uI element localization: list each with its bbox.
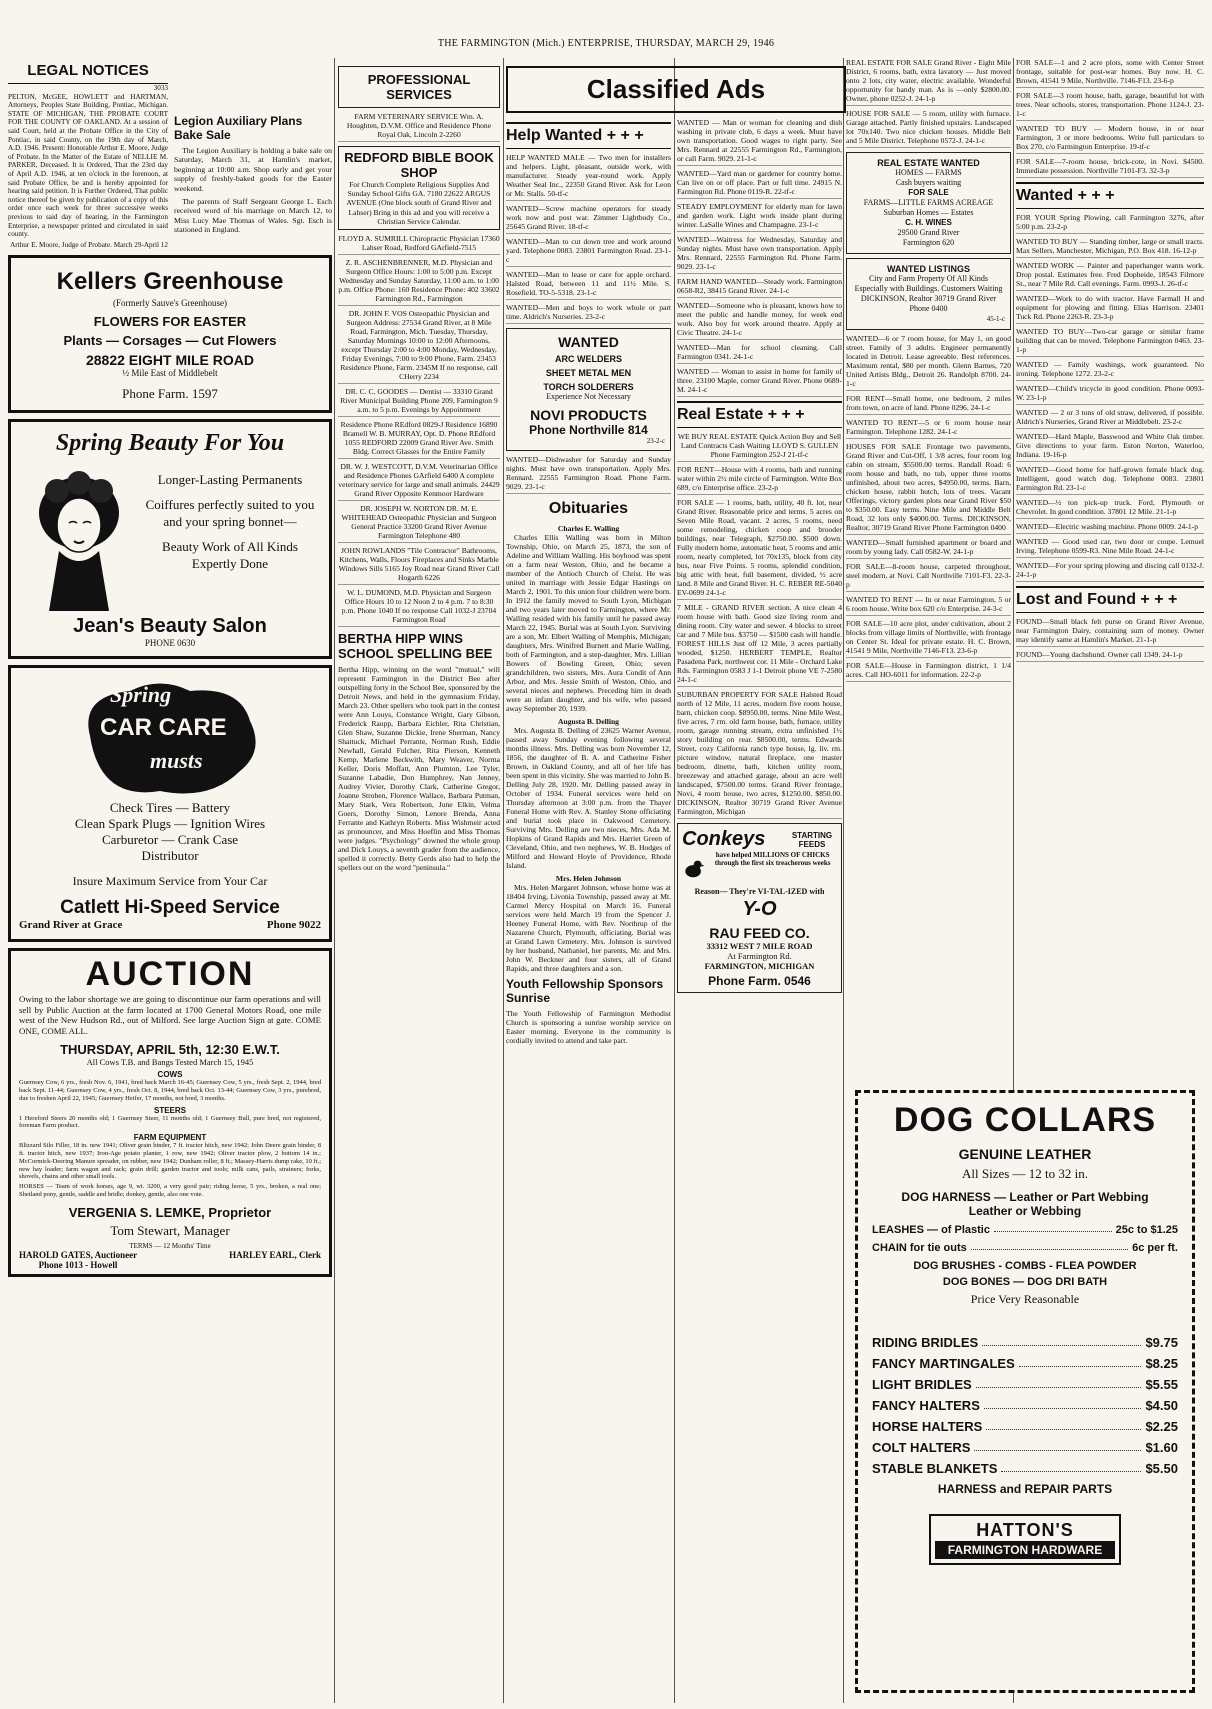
col6-wanted: WANTED TO BUY—Two-car garage or similar frame building that can be moved. Telephone Farmington 0463. 23-1-p [1016,327,1204,357]
johnson-body: Mrs. Helen Margaret Johnson, whose home was at 18404 Irving, Livonia Township, passed away at Mt. Carmel Mercy Hospital on March 16. Funeral services were held March 19 from the Spencer J. Heeney Funeral Home, with Rev. Northrup of the Nazarene Church, Plymouth, officiating. Burial was at Grand Lawn Cemetery. Mrs. Johnson is survived by her husband, Nathaniel, her parents, Mr. and Mrs. John W. Beckner and four sisters, all of Grand Rapids, and three daughters and a son. [506,883,671,973]
col5-ad: WANTED—6 or 7 room house, for May 1, on good street. Family of 3 adults. Engineer permanently located in Detroit. Lease agreeable. Best references. Maximum rental, $80 per month. Glenn Barnes, 720 United Artists Bldg., Detroit 26. Randolph 8700. 24-1-c [846,334,1011,391]
rew-line-5: Suburban Homes — Estates [883,208,974,217]
bible-shop-title: REDFORD BIBLE BOOK SHOP [344,150,494,180]
novi-tag: 23-2-c [646,437,665,445]
rew-title: REAL ESTATE WANTED [877,158,980,168]
conkeys-name: Conkeys [682,828,766,850]
tack-item-name: LIGHT BRIDLES [872,1377,972,1392]
catlett-musts: musts [150,748,203,774]
novi-line-3: TORCH SOLDERERS [543,382,634,392]
murray-card: Residence Phone REdford 0829-J Residence 16890 Bramell W. B. MURRAY, Opt. D. Phone REdford 1055 REDFORD 22009 Grand River Ave. Smith Bldg. Correct Glasses for the Entire Family [338,420,500,459]
dog-harness-2: Leather or Webbing [968,1204,1082,1218]
hattons-logo [929,1514,1121,1565]
col5-ad: FOR SALE—House in Farmington district, 1 1/4 acres. Call HO-6011 for information. 22-2-p [846,661,1011,682]
lost-found-heading: Lost and Found + + + [1016,586,1204,613]
col6-ad: FOR SALE—7-room house, brick-cote, in Novi. $4500. Immediate possession. Northville 7101-F3. 32-3-p [1016,157,1204,178]
col4-ad: WANTED—Yard man or gardener for country home. Can live on or off place. Part or full time. 24915 N. Farmington Rd. Phone 0119-R. 22-tf-c [677,169,842,199]
kellers-near: ½ Mile East of Middlebelt [122,368,218,379]
wanted-listings-box [846,258,1011,330]
help-ad: HELP WANTED MALE — Two men for installers and helpers. Light, pleasant, outside work, with manufacturer. Steady year-round work. Apply Weather Seal Inc., 22350 Grand River. Ask for Leon or Mr. Stalls. 50-tf-c [506,153,671,201]
kellers-address: 28822 EIGHT MILE ROAD [85,352,255,369]
novi-phone: Phone Northville 814 [529,423,648,437]
col4-ad: WANTED — Woman to assist in home for family of three. 23100 Maple, corner Grand River. Phone 0689-M. 24-1-c [677,367,842,397]
dog-brushes: DOG BRUSHES - COMBS - FLEA POWDER [913,1260,1137,1272]
professional-title: PROFESSIONAL SERVICES [338,66,500,108]
novi-line-4: Experience Not Necessary [546,392,631,401]
help-ads-list [506,153,671,324]
col5-ad: REAL ESTATE FOR SALE Grand River - Eight Mile District, 6 rooms, bath, extra lavatory — Just moved onto 2 lots, city water, electric available. Wonderful opportunity for handy man. As is —only $2800.00. Owner, phone 0252-J. 24-1-p [846,58,1011,106]
westcott-card: DR. W. J. WESTCOTT, D.V.M. Veterinarian Office and Residence Phones GArfield 6400 A complete veterinary service for large and small animals. 24429 Grand River Opposite Kenmoor Hardware [338,462,500,501]
auction-ad [8,948,332,1277]
tack-price-row [872,1440,1178,1455]
col4-real-estate: FOR RENT—House with 4 rooms, bath and running water within 2½ mile circle of Farmington. Write Box 689, c/o Enterprise office. 23-2-p [677,465,842,495]
rew-line-4: FARMS—LITTLE FARMS ACREAGE [863,198,994,207]
rau-phone: Phone Farm. 0546 [708,974,811,988]
tack-price-row [872,1335,1178,1350]
tack-price-list [872,1335,1178,1476]
hattons-hardware: FARMINGTON HARDWARE [935,1541,1115,1559]
col4-ad: STEADY EMPLOYMENT for elderly man for lawn and garden work. Light work inside plant during winter. LaSalle Wines and Champagne. 23-1-c [677,202,842,232]
tack-item-price: $9.75 [1145,1335,1178,1350]
col4-ad: WANTED—Someone who is pleasant, knows how to meet the public and handle money, for week end work. Also boy for work around theatre. Apply at Civic Theatre. 24-1-c [677,301,842,340]
catlett-line-1: Check Tires — Battery [109,800,231,816]
rau-name: RAU FEED CO. [709,925,810,941]
help-ad: WANTED—Man to cut down tree and work around yard. Telephone 0083. 23801 Farmington Road. 23-1-c [506,237,671,267]
tack-price-row [872,1419,1178,1434]
legion-article [174,58,332,249]
column-4 [677,118,842,1703]
col4-real-estate: 7 MILE - GRAND RIVER section. A nice clean 4 room house with bath. Good size living room and dining room. City water and sewer. 4 blocks to street car and 7 Mile bus. $3750 — $1500 cash will handle. FOREST HILLS Just off 12 Mile, 3 acres partially wooded, $1250. HERBERT TEMPLE, Realtor Pasadena Park, northwest cor. 11 Mile - Orchard Lake Rds. Farmington 0583 J 1-1 Detroit phone VE 7-2580 24-1-c [677,603,842,687]
classified-banner-text: Classified Ads [586,74,766,104]
jeans-line-2: Coiffures perfectly suited to you and your spring bonnet— [145,497,315,530]
dog-bones: DOG BONES — DOG DRI BATH [942,1276,1108,1288]
col4-real-estate: SUBURBAN PROPERTY FOR SALE Halsted Road north of 12 Mile, 11 acres, modern five room house, barn, chicken coop. $8950.00, terms. Nine Mile West, five acres, 7 rm. old farm house, bath, furnace, utility room, garage running stream, extra unfinished 1½ story building on rear. $8500.00, terms. Edwards Street, cozy California ranch type house, lg. liv. rm. picture window, natural fireplace, one master bedroom, dinette, bath, kitchen utility room, breezeway and attached garage, about an acre well landscaped, $7500.00 terms. Grand River frontage, Novi, 4 room house, two acres, $1250.00. $850.00. DICKINSON, Realtor 30719 Grand River Avenue Farmington, Michigan [677,690,842,819]
walling-body: Charles Ellis Walling was born in Milton Township, Ohio, on March 25, 1873, the son of Adeline and William Walling. His boyhood was spent on a farm near Weston, Ohio, and he became a member of the Antioch Church of Christ. He was united in marriage with Jessie Edgar Hastings on March 2, 1901. To this union four children were born. In 1912 the family moved to South Lyon, Michigan and two years later moved to Farmington, where Mr. Walling resided with his family until he passed away March 22, 1945. Burial was at South Lyon. Surviving are a son, Mr. Elbert Walling of Memphis, Michigan; daughters, Mrs. Winifred Burnett and Marie Walling, both of Farmington, and a step-daughter, Mrs. Lillian Bowers of Bowling Green, Ohio; seven grandchildren, two sisters, Mrs. Aura Condit of Ann Arbor, and Mrs. Jessie Smith of Weston, Ohio, and several nieces and nephews. Preceding him in death were an infant daughter, and his wife, who passed away September 20, 1939. [506,533,671,713]
chain-row [872,1242,1178,1254]
help-ad: WANTED—Men and boys to work whole or part time. Aldrich's Nurseries. 23-2-c [506,303,671,324]
col5-ad: WANTED TO RENT — In or near Farmington, 5 or 6 room house. Write box 620 c/o Enterprise. 24-3-c [846,595,1011,616]
tack-price-row [872,1461,1178,1476]
kellers-formerly: (Formerly Sauve's Greenhouse) [112,298,228,309]
rew-line-6: C. H. WINES [905,218,952,227]
delling-heading: Augusta B. Delling [558,717,619,726]
youth-title: Youth Fellowship Sponsors Sunrise [506,977,664,1005]
classified-title [506,66,846,113]
col6-wanted: WANTED TO BUY — Standing timber, large or small tracts. Max Sellers, Manchester, Michigan, P.O. Box 418. 16-12-p [1016,237,1204,258]
column-3 [506,118,671,1703]
catlett-line-2: Clean Spark Plugs — Ignition Wires [74,816,266,832]
rau-address: 33312 WEST 7 MILE ROAD [706,941,813,951]
auction-tested: All Cows T.B. and Bangs Tested March 15, 1945 [86,1057,254,1068]
auction-equipment-heading: FARM EQUIPMENT [133,1133,207,1143]
hattons-name: HATTON'S [976,1520,1074,1540]
dog-reasonable: Price Very Reasonable [970,1292,1080,1306]
dumond-card: W. L. DUMOND, M.D. Physician and Surgeon Office Hours 10 to 12 Noon 2 to 4 p.m. 7 to 8:30 p.m. Phone 1040 If no response Call 1032-J 23704 Farmington Road [338,588,500,627]
chick-icon [682,851,704,887]
conkeys-ad [677,823,842,993]
auction-proprietor: VERGENIA S. LEMKE, Proprietor [68,1204,272,1220]
legal-number: 3033 [153,84,168,92]
catlett-line-3: Carburetor — Crank Case [101,832,239,848]
col6-wanted: WANTED—Hard Maple, Basswood and White Oak timber. Give directions to your farm. Eston Norton, Waterloo, Indiana. 19-16-p [1016,432,1204,462]
rew-line-2: Cash buyers waiting [895,178,962,187]
novi-wanted: WANTED [558,334,619,350]
catlett-location: Grand River at Grace [19,919,123,932]
tack-item-price: $4.50 [1145,1398,1178,1413]
tack-item-name: FANCY HALTERS [872,1398,980,1413]
kellers-name: Kellers Greenhouse [56,268,284,296]
auction-steers-heading: STEERS [153,1105,186,1115]
col4-real-estate: WE BUY REAL ESTATE Quick Action Buy and Sell Land Contracts Cash Waiting LLOYD S. GULLEN Phone Farmington 252-J 21-tf-c [677,432,842,462]
auction-terms: TERMS — 12 Months' Time [129,1241,211,1250]
column-2 [338,58,500,1703]
listings-body: City and Farm Property Of All Kinds Especially with Buildings. Customers Waiting DICKINSON, Realtor 30719 Grand River Phone 0400 [854,274,1003,313]
auction-cows-heading: COWS [157,1070,183,1080]
col6-wanted: WANTED — Family washings, work guaranteed. No ironing. Telephone 1272. 23-2-c [1016,360,1204,381]
legion-body: The Legion Auxiliary is holding a bake sale on Saturday, March 31, at Hamlin's market, beginning at 10:00 a.m. Shop early and get your supply of freshly-baked goods for the Easter weekend. [174,146,332,193]
col4-ad: WANTED—Man for school cleaning. Call Farmington 0341. 24-1-c [677,343,842,364]
catlett-ad [8,665,332,942]
catlett-name: Catlett Hi-Speed Service [60,897,280,919]
col6-wanted: WANTED—Child's tricycle in good condition. Phone 0093-W. 23-1-p [1016,384,1204,405]
delling-body: Mrs. Augusta B. Delling of 23625 Warner Avenue, passed away Sunday evening following several months illness. Mrs. Delling was born November 12, 1856, the daughter of B. A. and Catherine Fisher Brown, in Oakland County, and all of her life has been spent in this vicinity. She was married to John B. Delling July 28, 1920. Mr. Delling passed away in October of 1934. Funeral services were held on Thursday afternoon at 3:00 p.m. from the Thayer Funeral Home with Rev. A. Stanley Stone officiating and burial took place in Oakwood Cemetery. Surviving Mrs. Delling are two nieces, Mrs. Ada M. Hopkins of Grand Rapids and Mrs. Harriet Green of Cleveland, Ohio, and two nephews, W. B. Hodges of Milford and Howard Hoyle of Providence, Rhode Island. [506,726,671,870]
catlett-carcare: CAR CARE [100,714,227,742]
auction-cows: Guernsey Cow, 6 yrs., fresh Nov. 6, 1941, bred back March 16-45; Guernsey Cow, 5 yrs., fresh Sept. 2, 1944, bred back Sept. 11-44; Guernsey Cow, 4 yrs., fresh Oct. 8, 1944, bred back Oct. 13-44; Guernsey Cow, 3 yrs., purebred, due to freshen April 22, 1945; Guernsey Heifer, 17 months, not bred, 3 months. [19,1079,321,1102]
auction-auctioneer-phone: Phone 1013 - Howell [38,1259,118,1270]
auction-horses: HORSES — Team of work horses, age 9, wt. 3200, a very good pair; riding horse, 5 yrs., broken, a real one; Shetland pony, gentle, saddle and bridle; donkey, gentle, also one vote. [19,1183,321,1199]
catlett-spring: Spring [110,682,172,708]
kellers-items: Plants — Corsages — Cut Flowers [63,333,277,349]
col6-wanted: WANTED—Good home for half-grown female black dog. Intelligent, good watch dog. Telephone 0083. 23801 Farmington Rd. 23-1-c [1016,465,1204,495]
real-estate-heading: Real Estate + + + [677,401,842,428]
conkeys-reason: Reason— They're VI-TAL-IZED with [694,887,825,896]
tack-price-row [872,1398,1178,1413]
jeans-ad [8,419,332,659]
dog-sub-1: GENUINE LEATHER [958,1146,1092,1162]
tack-item-name: HORSE HALTERS [872,1419,983,1434]
conkeys-yo: Y-O [742,898,777,920]
listings-title: WANTED LISTINGS [887,264,970,274]
legal-body: PELTON, McGEE, HOWLETT and HARTMAN, Attorneys, Peoples State Building, Pontiac, Michigan. STATE OF MICHIGAN, THE PROBATE COURT FOR THE COUNTY OF OAKLAND. At a session of said Court, held at the Probate Office in the City of Pontiac, in said County, on the 19th day of March, A.D. 1946. Present: Honorable Arthur E. Moore, Judge of Probate. In the Matter of the Estate of NELLIE M. PARKER, Deceased. It is Ordered, That the 23rd day of April A.D. 1946, at ten o'clock in the forenoon, at said Probate Office, be and is hereby appointed for hearing said petition. It is Further Ordered, That public notice thereof be given by publication of a copy of this order once each week for three successive weeks previous to said day of hearing, in the Farmington Enterprise, a newspaper printed and circulated in said county. [8,92,168,239]
tack-price-row [872,1377,1178,1392]
dog-harness: DOG HARNESS — Leather or Part Webbing [901,1190,1149,1204]
tack-item-name: RIDING BRIDLES [872,1335,979,1350]
col5-ad: HOUSES FOR SALE Frontage two pavements, Grand River and Cut-Off, 1 3/8 acres, four room log cabin on stream, $5500.00 terms. Randall Road: 6 room house and bath, no tub, upper three rooms unfinished, about two acres, $4950.00, terms. Barn, chicken house, rabbit hutch, lots of trees. Vacant Offerings, victory garden plots near Grand River $50 to $350.00. Easy terms. Nine Mile and Middle Belt Road, 32 lots only $4000.00. Terms. DICKINSON, Realtor, 30719 Grand River Phone Farmington 0400 [846,442,1011,535]
rau-city: FARMINGTON, MICHIGAN [704,961,815,971]
catlett-phone: Phone 9022 [266,919,321,932]
leash-price: 25c to $1.25 [1115,1224,1178,1236]
col5-ad: WANTED—Small furnished apartment or board and room by young lady. Call 0582-W. 24-1-p [846,538,1011,559]
vos-card: DR. JOHN F. VOS Osteopathic Physician and Surgeon Address: 27534 Grand River, at 8 Mile Road, Farmington, Mich. Tuesday, Thursday, Saturday Mornings 10:00 to 12:00 Afternoons, except Thursday 2:00 to 4:00 Monday, Wednesday, Friday Evenings, 7:00 to 9:00 Phone, Farm. 23453 Residence Phone, Farm. 2345M If no response, call CHerry 2234 [338,309,500,384]
bible-shop-body: For Church Complete Religious Supplies And Sunday School Gifts GA. 7180 22622 ARGUS AVENUE (One block south of Grand River and Lahser) Bring in this ad and you will receive a Christian Service Calendar. [346,180,492,226]
kellers-ad [8,255,332,413]
col6-wanted: WANTED—½ ton pick-up truck. Ford, Plymouth or Chevrolet. In good condition. 37801 12 Mile. 21-1-p [1016,498,1204,519]
sumrill-card: FLOYD A. SUMRILL Chiropractic Physician 17360 Lahser Road, Redford GArfield-7515 [338,234,500,255]
auction-intro: Owing to the labor shortage we are going to discontinue our farm operations and will sell by Public Auction at the farm located at 1700 General Motors Road, one mile west of the New Hudson Rd., out of Milford. See large Auction Sign at gate. COME ONE, COME ALL. [19,994,321,1036]
rowlands-card: JOHN ROWLANDS "Tile Contractor" Bathrooms, Kitchens, Walls, Floors Fireplaces and Sinks Marble Windows Sills 5165 Joy Road near Grand River Call Hogarth 6226 [338,546,500,585]
novi-name: NOVI PRODUCTS [530,407,647,423]
hattons-hardware-ad [855,1090,1195,1693]
legion-body-2: The parents of Staff Sergeant George L. Esch received word of his marriage on March 12, to Miss Lucy Mae Thomas of Wales. Sgt. Esch is stationed in England. [174,197,332,235]
dog-title: DOG COLLARS [893,1101,1157,1139]
obituaries-heading: Obituaries [548,500,629,517]
jeans-line-1: Longer-Lasting Permanents [157,472,303,488]
col6-wanted: WANTED—Electric washing machine. Phone 0009. 24-1-p [1016,522,1204,534]
catlett-line-4: Distributor [141,848,199,864]
col5-ad: FOR SALE—8-room house, carpeted throughout, steel modern, at Novi. Call Northville 7101-F3. 22-3-p [846,562,1011,592]
jeans-name: Jean's Beauty Salon [73,615,267,638]
real-estate-wanted-box [846,152,1011,254]
leash-row [872,1224,1178,1236]
column-6 [1016,58,1204,1068]
norton-card: DR. JOSEPH W. NORTON DR. M. E. WHITEHEAD Osteopathic Physician and Surgeon General Practice 33200 Grand River Avenue Farmington Telephone 480 [338,504,500,543]
legion-title: Legion Auxiliary Plans Bake Sale [174,114,303,142]
tack-item-name: FANCY MARTINGALES [872,1356,1015,1371]
goodes-card: DR. C. C. GOODES — Dentist — 33310 Grand River Municipal Building Phone 209, Farmington 9 a.m. to 5 p.m. Evenings by Appointment [338,387,500,417]
col6-ad: FOR SALE—1 and 2 acre plots, some with Center Street frontage, suitable for post-war homes. Buy now. H. C. Brown, 41541 9 Mile, Northville. 7146-F13. 23-6-p [1016,58,1204,88]
aschenbrenner-card: Z. R. ASCHENBRENNER, M.D. Physician and Surgeon Office Hours: 1:00 to 5:00 p.m. Except Wednesday and Sunday Saturday, 11:00 a.m. to 1:00 p.m. Office Phone: 160 Residence Phone: 402 33602 Farmington Rd., Farmington [338,258,500,306]
car-care-graphic [70,676,270,796]
novi-line-1: ARC WELDERS [555,354,622,364]
col5-ad: FOR SALE—10 acre plot, under cultivation, about 2 blocks from village limits of Northville, with frontage on Center St. Ideal for private estate. H. C. Brown, 41541 9 Mile, Northville 7146-F13. 23-6-p [846,619,1011,658]
auction-steers: 1 Hereford Steers 20 months old; 1 Guernsey Steer, 11 months old; 1 Guernsey Bull, pure bred, not registered, foreman Farm product. [19,1114,321,1130]
chain-price: 6c per ft. [1132,1242,1178,1254]
rau-at: At Farmington Rd. [727,951,792,961]
col6-wanted: WANTED — Good used car, two door or coupe. Lemuel Irving. Telephone 0599-R3. Nine Mile Road. 24-1-c [1016,537,1204,558]
col6-wanted: WANTED — 2 or 3 tons of old straw, delivered, if possible. Aldrich's Nurseries, Grand River at Middlebelt. 23-2-c [1016,408,1204,429]
legal-title: LEGAL NOTICES [8,58,168,84]
jeans-headline: Spring Beauty For You [55,430,285,457]
help-ad: WANTED—Man to lease or care for apple orchard. Halsted Road, between 11 and 11½ Mile. S. Rosefield. TO-5-5318. 23-1-c [506,270,671,300]
novi-line-2: SHEET METAL MEN [545,368,632,378]
johnson-heading: Mrs. Helen Johnson [555,874,622,883]
conkeys-feeds: STARTING FEEDS [791,830,833,849]
walling-heading: Charles E. Walling [557,524,620,533]
auction-clerk: HARLEY EARL, Clerk [229,1249,321,1260]
help-ad: WANTED—Dishwasher for Saturday and Sunday nights. Must have own transportation. Apply Mrs. Rennard. 22555 Farmington Road. Phone Farm. 9029. 23-1-c [506,455,671,494]
tack-item-price: $5.55 [1145,1377,1178,1392]
conkeys-tag: have helped MILLIONS OF CHICKS through the first six treacherous weeks [714,851,831,868]
tack-item-price: $2.25 [1145,1419,1178,1434]
tack-price-row [872,1356,1178,1371]
col4-ad: WANTED—Waitress for Wednesday, Saturday and Sunday nights. Must have own transportation. Apply Mrs. Rennard, 22555 Farmington Rd. Phone Farm. 9029. 23-1-c [677,235,842,274]
rew-line-3: FOR SALE [908,188,949,197]
auction-manager: Tom Stewart, Manager [110,1222,230,1238]
col5-ad: WANTED TO RENT—5 or 6 room house near Farmington. Telephone 1282. 24-1-c [846,418,1011,439]
col5-ad: FOR RENT—Small home, one bedroom, 2 miles from town, on acre of land. Phone 0296. 24-1-c [846,394,1011,415]
col6-wanted: WANTED WORK — Painter and paperhanger wants work. Drop postal. Estimates free. Fred Dopheide, 18543 Filmore St., near 7 Mile Rd. Call evenings. Farm. 0993-J. 26-tf-c [1016,261,1204,291]
col6-lost: FOUND—Young dachshund. Owner call 1349. 24-1-p [1016,650,1204,662]
dog-repair: HARNESS and REPAIR PARTS [937,1482,1113,1496]
col4-ad: WANTED — Man or woman for cleaning and dish washing in private club, 6 days a week. Must have own transportation. Good wages to right party. See Mrs. Rennard at 22555 Farmington Rd., Farmington, or call Farm. 9029. 21-1-c [677,118,842,166]
farm-vet-card: FARM VETERINARY SERVICE Wm. A. Houghten, D.V.M. Office and Residence Phone Royal Oak, Lincoln 2-2260 [338,112,500,142]
col4-ad: FARM HAND WANTED—Steady work. Farmington 0658-R2, 38415 Grand River. 24-1-c [677,277,842,298]
wanted-heading: Wanted + + + [1016,182,1204,209]
rew-line-8: Farmington 620 [902,238,955,247]
col5-ad: HOUSE FOR SALE — 5 room, utility with furnace. Garage attached. Partly finished upstairs. Landscaped lot 70x140. Two nice chicken houses. Middle Belt and 5 Mile District. Telephone 0572-J. 24-1-c [846,109,1011,148]
auction-date: THURSDAY, APRIL 5th, 12:30 E.W.T. [60,1042,280,1058]
auction-title: AUCTION [85,955,255,994]
tack-item-price: $1.60 [1145,1440,1178,1455]
listings-tag: 45-1-c [986,315,1005,323]
jeans-line-3: Beauty Work of All Kinds Expertly Done [162,539,298,572]
tack-item-price: $5.50 [1145,1461,1178,1476]
col6-ad: FOR SALE—3 room house, bath, garage, beautiful lot with trees. Near schools, stores, transportation. Phone 1124-J. 23-1-c [1016,91,1204,121]
obituaries [506,524,671,973]
help-ad: WANTED—Screw machine operators for steady work now and post war. Zimmer Lightbody Co., 25645 Grand River. 18-tf-c [506,204,671,234]
kellers-phone: Phone Farm. 1597 [122,386,218,402]
tack-item-name: STABLE BLANKETS [872,1461,998,1476]
woman-portrait-icon [19,461,139,611]
bible-shop-card [338,146,500,230]
kellers-headline: FLOWERS FOR EASTER [93,314,247,330]
col6-wanted: WANTED—Work to do with tractor. Have Farmall H and equipment for plowing and fitting. Elias Harrison. 23401 Tuck Rd. Phone 2263-R. 23-3-p [1016,294,1204,324]
youth-body: The Youth Fellowship of Farmington Methodist Church is sponsoring a sunrise worship service on Easter morning. Everyone in the community is cordially invited to attend and take part. [506,1009,671,1045]
column-1 [8,58,332,1703]
bertha-title: BERTHA HIPP WINS SCHOOL SPELLING BEE [338,631,493,662]
leash-label: LEASHES — of Plastic [872,1224,990,1236]
col6-wanted: FOR YOUR Spring Plowing, call Farmington 3276, after 5:00 p.m. 23-2-p [1016,213,1204,234]
masthead: THE FARMINGTON (Mich.) ENTERPRISE, THURSDAY, MARCH 29, 1946 [437,38,775,49]
rew-line-7: 29500 Grand River [897,228,960,237]
tack-item-price: $8.25 [1145,1356,1178,1371]
tack-item-name: COLT HALTERS [872,1440,971,1455]
col6-ad: WANTED TO BUY — Modern house, in or near Farmington, 3 or more bedrooms. Write full particulars to Box 270, c/o Farmington Enterprise. 19-tf-c [1016,124,1204,154]
catlett-insure: Insure Maximum Service from Your Car [72,874,268,889]
legal-signature: Arthur E. Moore, Judge of Probate. March 29-April 12 [10,240,168,249]
col6-wanted: WANTED—For your spring plowing and discing call 0132-J. 24-1-p [1016,561,1204,582]
novi-products-ad [506,328,671,451]
col4-real-estate: FOR SALE — 1 rooms, bath, utility, 40 ft. lot, near Grand River. Reasonable price and terms. 5 acres on Seven Mile Road, vacant. 2 acres, 5 rooms, need some remodeling, chicken coop and brooder buildings, near Telegraph, $2750.00. $500 down. Fully modern home, automatic heat, 5 rooms and attic room, nearly completed, lot 70x135, block from city bus, near Five Points. 5 rooms, splendid condition, big attic with heat, full basement, divided, ½ acre land. 8 Mile and Grand River. H. C. REBER RE-5040 EV-0699 24-1-c [677,498,842,600]
col6-lost: FOUND—Small black felt purse on Grand River Avenue, near Farmington Dairy, containing sum of money. Owner may identify same at Hamlin's Market. 21-1-p [1016,617,1204,647]
help-wanted-heading: Help Wanted + + + [506,122,671,149]
dog-sub-2: All Sizes — 12 to 32 in. [961,1166,1089,1181]
rew-line-1: HOMES — FARMS [895,168,962,177]
legal-notices [8,58,168,249]
auction-equipment: Blizzard Silo Filler, 18 in. new 1941; Oliver grain binder, 7 ft. tractor hitch, new 1942; John Deere grain binder, 8 ft. tractor hitch, new 1937; Iron-Age potato planter, 1 row, new 1942; Oliver tractor plow, 2 bottom 14 in.; McCormick-Deering Manure spreader, on rubber, new 1942; Dunham roller, 8 ft.; Massey-Harris dump rake, 10 ft.; new hay loader; farm wagon and rack; grain drill; garden tractor and tools; milk cans, pails, strainers; forks, shovels, chains and other small tools. [19,1142,321,1181]
jeans-phone: PHONE 0630 [144,638,196,649]
auction-auctioneer: HAROLD GATES, Auctioneer [19,1249,138,1260]
chain-label: CHAIN for tie outs [872,1242,967,1254]
bertha-body: Bertha Hipp, winning on the word "mutual," will represent Farmington in the District Bee after outspelling forty in the School Bee, sponsored by the Detroit News, and held in the gymnasium Friday, March 23. Other spellers who took part in the contest were Ann Louys, Constance Wright, Gary Gibson, Frederick Raupp, Barbara Eichler, Rita Christian, Glen Shaw, Suzanne Dickie, Irene Sherman, Nancy Shattuck, Michael Perrante, Norman Rush, Eddie Newhall, Gerald Fulcher, Rita Pierson, Kenneth Kemp, Marlene Beckwith, Mary Weaver, Norma Keller, Doris Moffatt, Ann Plumton, Lee Tyler, Suzanne Labadie, Don Humphrey, Nan Jenney, Audrey Vivier, Dorothy Clark, Catherine Gregor, Joanne Stroben, Florence Wallace, Barbara Putman, Mary Stark, Vera Robertson, June Elkin, Velma Goers, Dorothy Simon, Lenore Brenda, Anna Ferrante and Kathryn Roberts. Miss Wishmeir acted as pronouncer, and Miss Hoeflin and Miss Thomas were judges. "Psychology" downed the whole group and Dick Louys, a seventh grader from the audience, spelled it correctly. Betty Gerds also had to help the spellers out on the word "peninsula." [338,665,500,873]
